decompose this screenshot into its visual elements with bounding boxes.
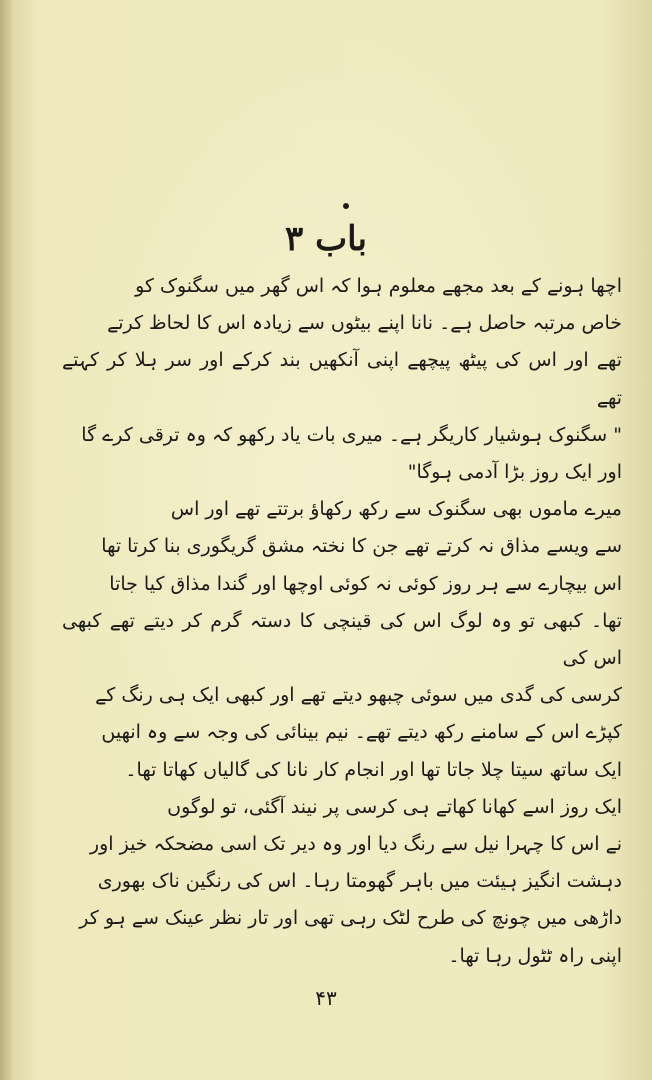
paragraph: اچھا ہونے کے بعد مجھے معلوم ہوا کہ اس گھر میں سگنوک کو خاص مرتبہ حاصل ہے۔ نانا اپنے بیٹوں سے زیادہ اس کا لحاظ کرتے تھے اور اس کی پیٹھ پیچھے اپنی آنکھیں بند کرکے اور سر ہلا کر کہتے تھے " سگنوک ہوشیار کاریگر ہے۔ میری بات یاد رکھو کہ وہ ترقی کرے گا اور ایک روز بڑا آدمی ہوگا" xyxy=(62,275,622,484)
paragraph: ایک روز اسے کھانا کھاتے ہی کرسی پر نیند آگئی، تو لوگوں نے اس کا چہرا نیل سے رنگ دیا اور وہ دیر تک اسی مضحکہ خیز اور دہشت انگیز ہیئت میں باہر گھومتا رہا۔ اس کی رنگین ناک بھوری داڑھی میں چونچ کی طرح لٹک رہی تھی اور تار نظر عینک سے ہو کر اپنی راہ ٹٹول رہا تھا۔ xyxy=(79,795,622,967)
page-number: ۴۳ xyxy=(315,986,337,1010)
spine-shadow xyxy=(0,0,14,1080)
chapter-ornament-dot xyxy=(343,203,349,209)
chapter-title: باب ۳ xyxy=(285,219,367,259)
paragraph: میرے ماموں بھی سگنوک سے رکھ رکھاؤ برتتے تھے اور اس سے ویسے مذاق نہ کرتے تھے جن کا نختہ مشق گریگوری بنا کرتا تھا اس بیچارے سے ہر روز کوئی نہ کوئی اوچھا اور گندا مذاق کیا جاتا تھا۔ کبھی تو وہ لوگ اس کی قینچی کا دستہ گرم کر دیتے تھے کبھی اس کی کرسی کی گدی میں سوئی چبھو دیتے تھے اور کبھی ایک ہی رنگ کے کپڑے اس کے سامنے رکھ دیتے تھے۔ نیم بینائی کی وجہ سے وہ انھیں ایک ساتھ سیتا چلا جاتا تھا اور انجام کار نانا کی گالیاں کھاتا تھا۔ xyxy=(62,498,622,781)
body-text xyxy=(62,268,622,975)
